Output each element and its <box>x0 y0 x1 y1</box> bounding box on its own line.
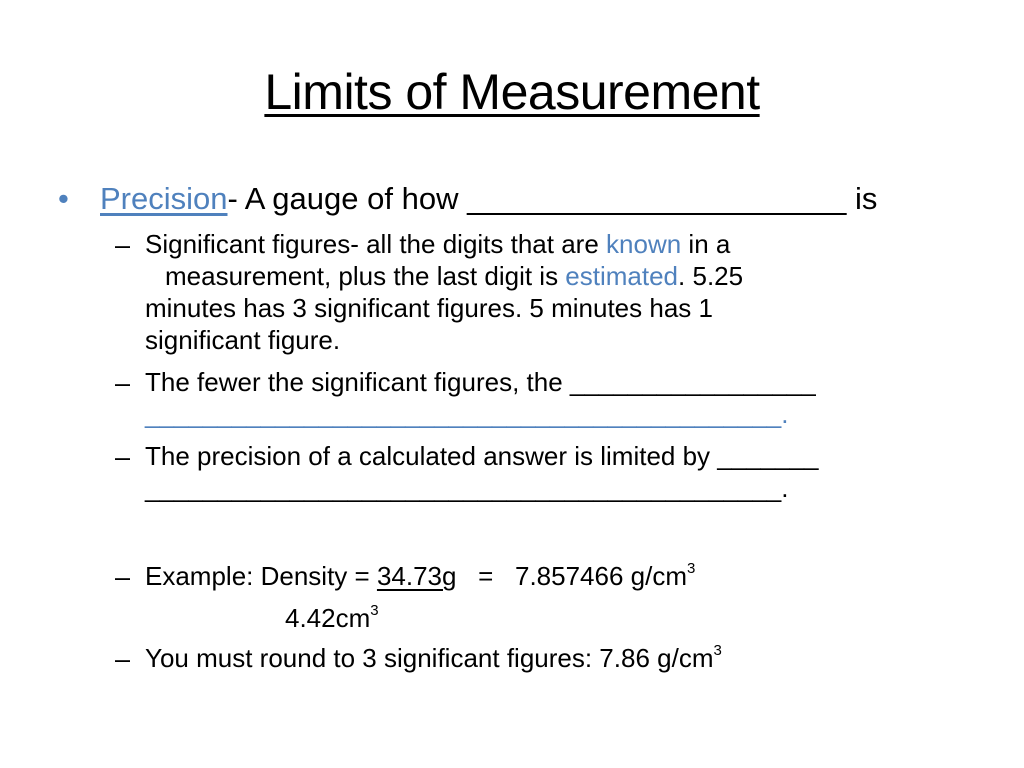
dash-icon: – <box>115 230 131 260</box>
dash-icon: – <box>115 562 131 592</box>
numerator: 34.73g <box>376 561 457 591</box>
main-bullet-blank: ______________________ <box>467 181 847 216</box>
sub1-line3: minutes has 3 significant figures. 5 minutes has 1 <box>145 293 713 323</box>
sub1-line1: Significant figures- all the digits that are known in a <box>145 229 731 259</box>
main-bullet-text: - A gauge of how <box>227 181 468 216</box>
sub1-line2: measurement, plus the last digit is estimated. 5.25 <box>165 261 744 291</box>
sub3-line1: The precision of a calculated answer is limited by _______ <box>145 441 819 471</box>
example-line1: Example: Density = 34.73g = 7.857466 $g/cm^3$ <box>145 560 696 591</box>
sub2-blank2: ____________________________________________ <box>145 399 782 429</box>
dash-icon: – <box>115 644 131 674</box>
sub1-line4: significant figure. <box>145 325 341 355</box>
main-bullet-end: is <box>846 181 878 216</box>
sub3-blank1: _______ <box>717 441 819 471</box>
round-instruction: You must round to 3 significant figures: 7.86 $g/cm^3$ <box>145 642 722 673</box>
bullet-icon: • <box>58 181 69 216</box>
sub-bullet-significant-figures <box>145 228 743 356</box>
sub-bullet-calculated-precision <box>145 440 819 504</box>
precision-term: Precision <box>100 181 228 216</box>
dash-icon: – <box>115 442 131 472</box>
slide-title: Limits of Measurement <box>264 64 760 120</box>
denominator: $4.42cm^3$ <box>285 602 379 633</box>
sub2-line1: The fewer the significant figures, the _________________ <box>145 367 816 397</box>
example-density <box>145 560 695 592</box>
known-term: known <box>606 229 682 259</box>
dash-icon: – <box>115 368 131 398</box>
sub3-line2: ____________________________________________. <box>145 473 789 503</box>
sub2-line2: ____________________________________________. <box>145 399 789 429</box>
main-bullet <box>100 180 877 217</box>
estimated-term: estimated <box>565 261 679 291</box>
sub2-blank1: _________________ <box>569 367 816 397</box>
sub3-blank2: ____________________________________________ <box>145 473 782 503</box>
sub-bullet-fewer-figures <box>145 366 816 430</box>
